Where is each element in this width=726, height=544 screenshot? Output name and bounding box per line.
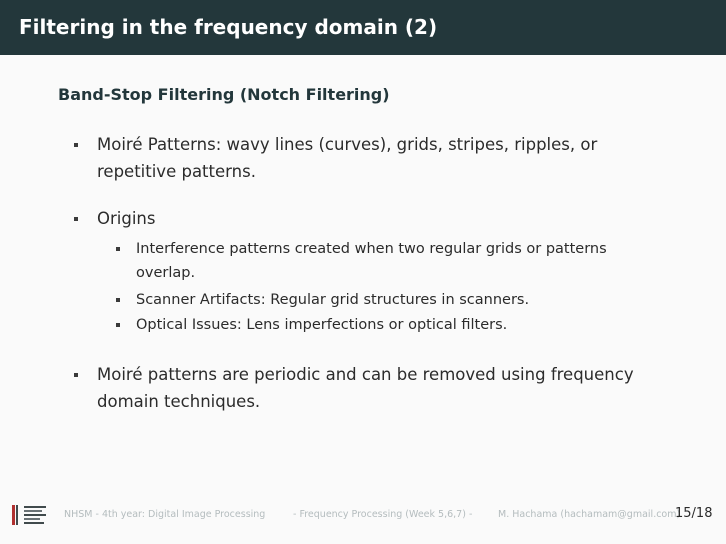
footer-course: NHSM - 4th year: Digital Image Processing xyxy=(64,509,266,520)
bullet-item-text-line1: Moiré patterns are periodic and can be removed using frequency xyxy=(97,365,634,384)
block-title: Band-Stop Filtering (Notch Filtering) xyxy=(58,85,390,104)
sub-bullet-item-text-line1: Optical Issues: Lens imperfections or optical filters. xyxy=(136,317,508,333)
sub-bullet-marker xyxy=(116,247,120,251)
sub-bullet-item-text-line1: Scanner Artifacts: Regular grid structures in scanners. xyxy=(136,292,530,308)
sub-bullet-item xyxy=(136,288,676,312)
footer xyxy=(0,500,726,530)
bullet-item-text-line1: Origins xyxy=(97,209,156,228)
sub-bullet-item-text-line2: overlap. xyxy=(136,265,196,281)
bullet-item xyxy=(97,131,657,185)
footer-author: M. Hachama (hachamam@gmail.com) xyxy=(498,509,681,520)
page-number: 15/18 xyxy=(675,506,713,521)
bullet-item-text-line2: repetitive patterns. xyxy=(97,162,256,181)
sub-bullet-marker xyxy=(116,323,120,327)
sub-bullet-marker xyxy=(116,298,120,302)
bullet-item-text-line2: domain techniques. xyxy=(97,392,261,411)
bullet-marker xyxy=(74,217,78,221)
university-logo-icon xyxy=(12,503,48,527)
bullet-item-text-line1: Moiré Patterns: wavy lines (curves), grids, stripes, ripples, or xyxy=(97,135,598,154)
bullet-item xyxy=(97,361,657,415)
footer-section: - Frequency Processing (Week 5,6,7) - xyxy=(293,509,473,520)
bullet-marker xyxy=(74,143,78,147)
bullet-marker xyxy=(74,373,78,377)
sub-bullet-item xyxy=(136,237,676,285)
sub-bullet-item-text-line1: Interference patterns created when two regular grids or patterns xyxy=(136,241,607,257)
bullet-item xyxy=(97,205,657,232)
slide-title: Filtering in the frequency domain (2) xyxy=(19,15,438,39)
title-bar xyxy=(0,0,726,55)
sub-bullet-item xyxy=(136,313,676,337)
